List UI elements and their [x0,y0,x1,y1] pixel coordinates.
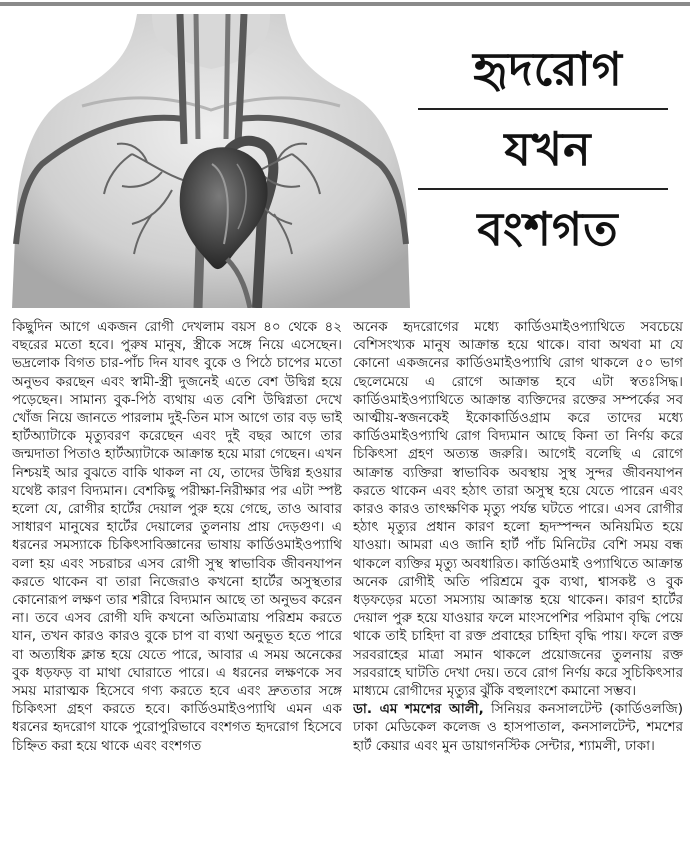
article-column-right [353,318,683,850]
heart-anatomy-illustration [12,14,410,308]
headline [408,30,688,268]
article-paragraph-2-text: অনেক হৃদরোগের মধ্যে কার্ডিওমাইওপ্যাথিতে সবচেয়ে বেশিসংখ্যক মানুষ আক্রান্ত হয়ে থাকে। বাবা অথবা মা যে কোনো একজনের কার্ডিওমাইওপ্যাথি রোগ থাকলে ৫০ ভাগ ছেলেমেয়ে এ রোগে আক্রান্ত হবে এটা স্বতঃসিদ্ধ। কার্ডিওমাইওপ্যাথিতে আক্রান্ত ব্যক্তিদের রক্তের সম্পর্কের সব আত্মীয়-স্বজনকেই ইকোকার্ডিওগ্রাম করে তাদের মধ্যে কার্ডিওমাইওপ্যাথি রোগ বিদ্যমান আছে কিনা তা নির্ণয় করে চিকিৎসা গ্রহণ অত্যন্ত জরুরি। আগেই বলেছি এ রোগে আক্রান্ত ব্যক্তিরা স্বাভাবিক অবস্থায় সুস্থ সুন্দর জীবনযাপন করতে থাকেন এবং হঠাৎ তারা অসুস্থ হয়ে যেতে পারেন এবং কারও কারও তাৎক্ষণিক মৃত্যু পর্যন্ত ঘটতে পারে। এসব রোগীর হঠাৎ মৃত্যুর প্রধান কারণ হলো হৃদস্পন্দন অনিয়মিত হয়ে যাওয়া। আমরা এও জানি হার্ট পাঁচ মিনিটের বেশি সময় বন্ধ থাকলে ব্যক্তির মৃত্যু অবধারিত। কার্ডিওমাই ওপ্যাথিতে আক্রান্ত অনেক রোগীই অতি পরিশ্রমে বুক ব্যথা, শ্বাসকষ্ট ও বুক ধড়ফড়ের মতো সমস্যায় আক্রান্ত হয়ে থাকেন। কারণ হার্টের দেয়াল পুরু হয়ে যাওয়ার ফলে মাংসপেশির পরিমাণ বৃদ্ধি পেয়ে থাকে তাই চাহিদা বা রক্ত প্রবাহের চাহিদা বৃদ্ধি পায়। ফলে রক্ত সরবরাহের মাত্রা সমান থাকলে প্রয়োজনের তুলনায় রক্ত সরবরাহে ঘাটতি দেখা দেয়। তবে রোগ নির্ণয় করে সুচিকিৎসার মাধ্যমে রোগীদের মৃত্যুর ঝুঁকি বহুলাংশে কমানো সম্ভব। [353,319,683,700]
article-body [12,318,682,850]
author-details: সিনিয়র কনসালটেন্ট (কার্ডিওলজি) ঢাকা মেডিকেল কলেজ ও হাসপাতাল, কনসালটেন্ট, শমশের হার্ট কেয়ার এবং মুন ডায়াগনস্টিক সেন্টার, শ্যামলী, ঢাকা। [353,701,683,754]
human-heart-circulatory-system-icon [12,14,410,308]
headline-line-1: হৃদরোগ [473,42,623,96]
headline-line-3: বংশগত [477,202,619,256]
article-paragraph-2 [353,318,683,755]
headline-line-2: যখন [504,122,592,176]
author-name: ডা. এম শমশের আলী, [353,701,484,718]
article-paragraph-1: কিছুদিন আগে একজন রোগী দেখলাম বয়স ৪০ থেকে ৪২ বছরের মতো হবে। পুরুষ মানুষ, স্ত্রীকে সঙ্গে নিয়ে এসেছেন। ভদ্রলোক বিগত চার-পাঁচ দিন যাবৎ বুকে ও পিঠে চাপের মতো অনুভব করছেন এবং স্বামী-স্ত্রী দুজনেই এতে বেশ উদ্বিগ্ন হয়ে পড়েছেন। সামান্য বুক-পিঠ ব্যথায় এত বেশি উদ্বিগ্নতা দেখে খোঁজ নিয়ে জানতে পারলাম দুই-তিন মাস আগে তার বড় ভাই হার্টঅ্যাটাকে মৃত্যুবরণ করেছেন এবং দুই বছর আগে তার জন্মদাতা পিতাও হার্টঅ্যাটাকে আক্রান্ত হয়ে মারা গেছেন। এখন নিশ্চয়ই আর বুঝতে বাকি থাকল না যে, তাদের উদ্বিগ্ন হওয়ার যথেষ্ট কারণ বিদ্যমান। বেশকিছু পরীক্ষা-নিরীক্ষার পর এটা স্পষ্ট হলো যে, রোগীর হার্টের দেয়াল পুরু হয়ে গেছে, তাও আবার সাধারণ মানুষের হার্টের দেয়ালের তুলনায় প্রায় দেড়গুণ। এ ধরনের সমস্যাকে চিকিৎসাবিজ্ঞানের ভাষায় কার্ডিওমাইওপ্যাথি বলা হয় এবং সচরাচর এসব রোগী সুস্থ স্বাভাবিক জীবনযাপন করতে থাকেন বা তারা নিজেরাও কখনো হার্টের অসুস্থতার কোনোরূপ লক্ষণ তার শরীরে বিদ্যমান আছে তা অনুভব করেন না। তবে এসব রোগী যদি কখনো অতিমাত্রায় পরিশ্রম করতে যান, তখন কারও কারও বুকে চাপ বা ব্যথা অনুভূত হতে পারে বা অত্যধিক ক্লান্ত হয়ে যেতে পারে, আবার এ সময় অনেকের বুক ধড়ফড় বা মাথা ঘোরাতে পারে। এ ধরনের লক্ষণকে সব সময় মারাত্মক হিসেবে গণ্য করতে হবে এবং দ্রুততার সঙ্গে চিকিৎসা গ্রহণ করতে হবে। কার্ডিওমাইওপ্যাথি এমন এক ধরনের হৃদরোগ যাকে পুরোপুরিভাবে বংশগত হৃদরোগ হিসেবে চিহ্নিত করা হয়ে থাকে এবং বংশগত [12,319,342,754]
article-column-left [12,318,342,850]
top-rule [0,2,690,6]
